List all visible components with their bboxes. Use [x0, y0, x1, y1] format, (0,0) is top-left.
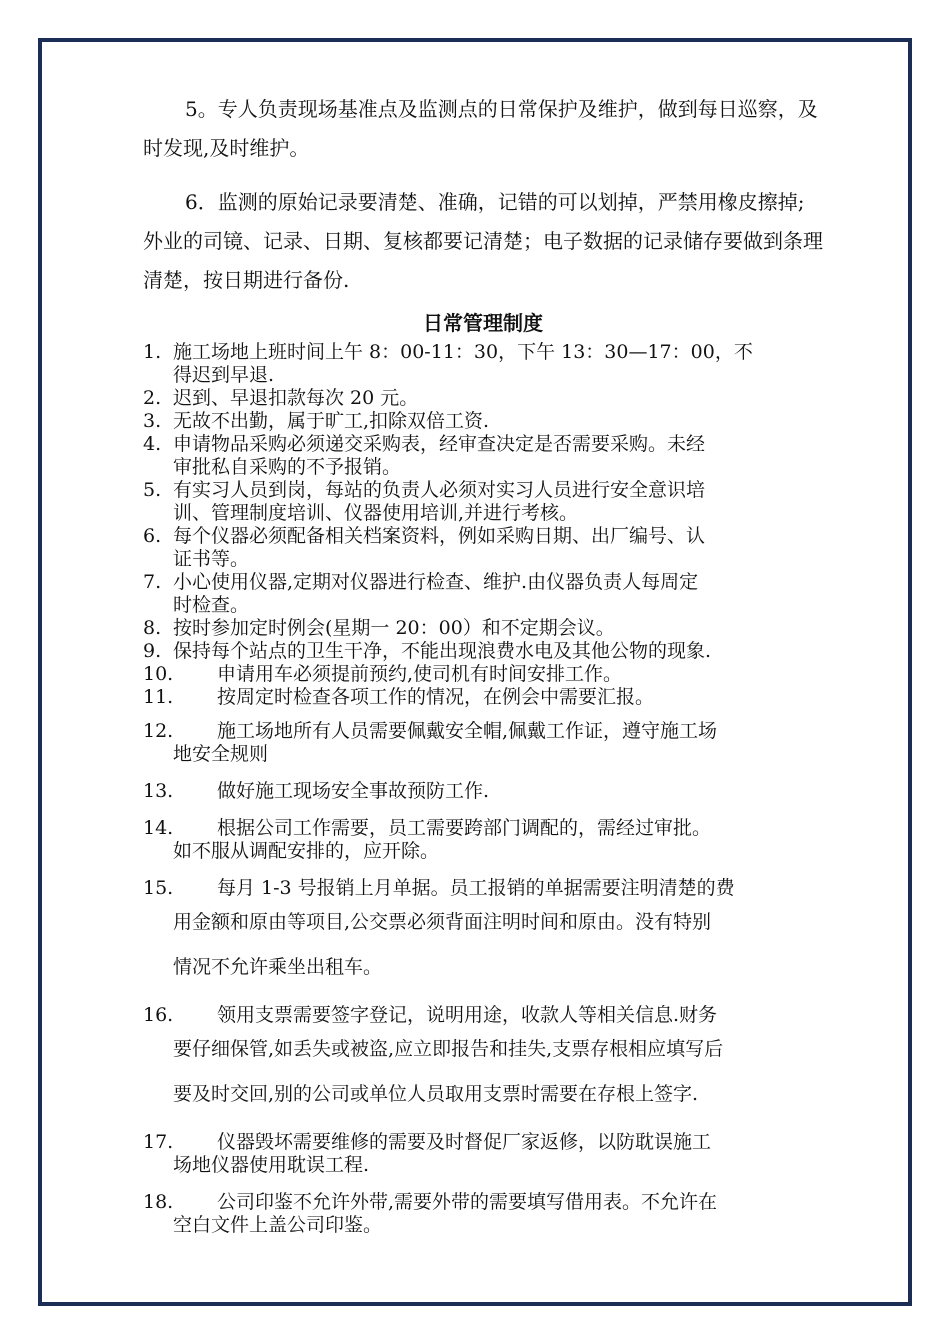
list-item	[143, 433, 823, 479]
list-item-text: 施工场地上班时间上午 8：00-11：30，下午 13：30—17：00，不	[173, 341, 753, 363]
list-item	[143, 877, 823, 990]
list-item-text: 领用支票需要签字登记，说明用途，收款人等相关信息.财务	[217, 1004, 718, 1026]
list-item	[143, 617, 823, 640]
list-item	[143, 387, 823, 410]
section-title: 日常管理制度	[423, 311, 543, 335]
list-item-number: 13.	[143, 780, 174, 802]
list-item-text: 情况不允许乘坐出租车。	[173, 956, 383, 978]
list-item-text: 无故不出勤，属于旷工,扣除双倍工资.	[173, 410, 490, 432]
list-item-number: 7.	[143, 571, 162, 593]
list-item-text: 场地仪器使用耽误工程.	[173, 1154, 370, 1176]
list-item	[143, 1131, 823, 1177]
list-item-text: 根据公司工作需要，员工需要跨部门调配的，需经过审批。	[217, 817, 712, 839]
list-item-number: 3.	[143, 410, 162, 432]
rules-list	[143, 341, 823, 1237]
paragraph-5: 5。专人负责现场基准点及监测点的日常保护及维护，做到每日巡察，及时发现,及时维护。	[143, 97, 818, 160]
list-item-number: 14.	[143, 817, 174, 839]
list-item	[143, 525, 823, 571]
list-item-text: 按时参加定时例会(星期一 20：00）和不定期会议。	[173, 617, 615, 639]
list-item-number: 1.	[143, 341, 162, 363]
list-item-text: 每月 1-3 号报销上月单据。员工报销的单据需要注明清楚的费	[217, 877, 735, 899]
list-item-number: 12.	[143, 720, 174, 742]
list-item-text: 训、管理制度培训、仪器使用培训,并进行考核。	[173, 502, 579, 524]
list-item-text: 如不服从调配安排的，应开除。	[173, 840, 440, 862]
list-item	[143, 640, 823, 663]
list-item-number: 18.	[143, 1191, 174, 1213]
list-item-number: 8.	[143, 617, 162, 639]
list-item-text: 施工场地所有人员需要佩戴安全帽,佩戴工作证，遵守施工场	[217, 720, 718, 742]
list-item-text: 小心使用仪器,定期对仪器进行检查、维护.由仪器负责人每周定	[173, 571, 699, 593]
list-item	[143, 817, 823, 863]
list-item-text: 地安全规则	[173, 743, 269, 765]
list-item-text: 时检查。	[173, 594, 250, 616]
list-item	[143, 341, 823, 387]
document-body	[143, 90, 823, 1237]
list-item-number: 11.	[143, 686, 174, 708]
list-item	[143, 1191, 823, 1237]
list-item-text: 申请物品采购必须递交采购表，经审查决定是否需要采购。未经	[173, 433, 706, 455]
list-item-text: 空白文件上盖公司印鉴。	[173, 1214, 383, 1236]
list-item-text: 审批私自采购的不予报销。	[173, 456, 402, 478]
list-item-text: 做好施工现场安全事故预防工作.	[217, 780, 490, 802]
list-item	[143, 663, 823, 686]
list-item-text: 得迟到早退.	[173, 364, 275, 386]
list-item-number: 2.	[143, 387, 162, 409]
list-item-text: 按周定时检查各项工作的情况，在例会中需要汇报。	[217, 686, 655, 708]
list-item	[143, 479, 823, 525]
list-item-text: 要及时交回,别的公司或单位人员取用支票时需要在存根上签字.	[173, 1083, 699, 1105]
list-item-text: 要仔细保管,如丢失或被盗,应立即报告和挂失,支票存根相应填写后	[173, 1038, 724, 1060]
list-item	[143, 686, 823, 709]
list-item-number: 15.	[143, 877, 174, 899]
list-item-number: 17.	[143, 1131, 174, 1153]
list-item-text: 仪器毁坏需要维修的需要及时督促厂家返修，以防耽误施工	[217, 1131, 712, 1153]
list-item-text: 申请用车必须提前预约,使司机有时间安排工作。	[217, 663, 623, 685]
list-item	[143, 780, 823, 803]
list-item-number: 4.	[143, 433, 162, 455]
list-item-text: 迟到、早退扣款每次 20 元。	[173, 387, 419, 409]
list-item	[143, 410, 823, 433]
list-item-number: 16.	[143, 1004, 174, 1026]
list-item-text: 公司印鉴不允许外带,需要外带的需要填写借用表。不允许在	[217, 1191, 718, 1213]
list-item-text: 证书等。	[173, 548, 250, 570]
list-item-text: 用金额和原由等项目,公交票必须背面注明时间和原由。没有特别	[173, 911, 712, 933]
list-item-text: 保持每个站点的卫生干净，不能出现浪费水电及其他公物的现象.	[173, 640, 712, 662]
list-item	[143, 720, 823, 766]
paragraph-6: 6．监测的原始记录要清楚、准确，记错的可以划掉，严禁用橡皮擦掉;外业的司镜、记录、日期、复核都要记清楚；电子数据的记录储存要做到条理清楚，按日期进行备份.	[143, 190, 823, 292]
list-item-number: 10.	[143, 663, 174, 685]
list-item-number: 9.	[143, 640, 162, 662]
list-item-number: 6.	[143, 525, 162, 547]
list-item-text: 每个仪器必须配备相关档案资料，例如采购日期、出厂编号、认	[173, 525, 706, 547]
list-item-number: 5.	[143, 479, 162, 501]
list-item	[143, 571, 823, 617]
list-item-text: 有实习人员到岗，每站的负责人必须对实习人员进行安全意识培	[173, 479, 706, 501]
list-item	[143, 1004, 823, 1117]
